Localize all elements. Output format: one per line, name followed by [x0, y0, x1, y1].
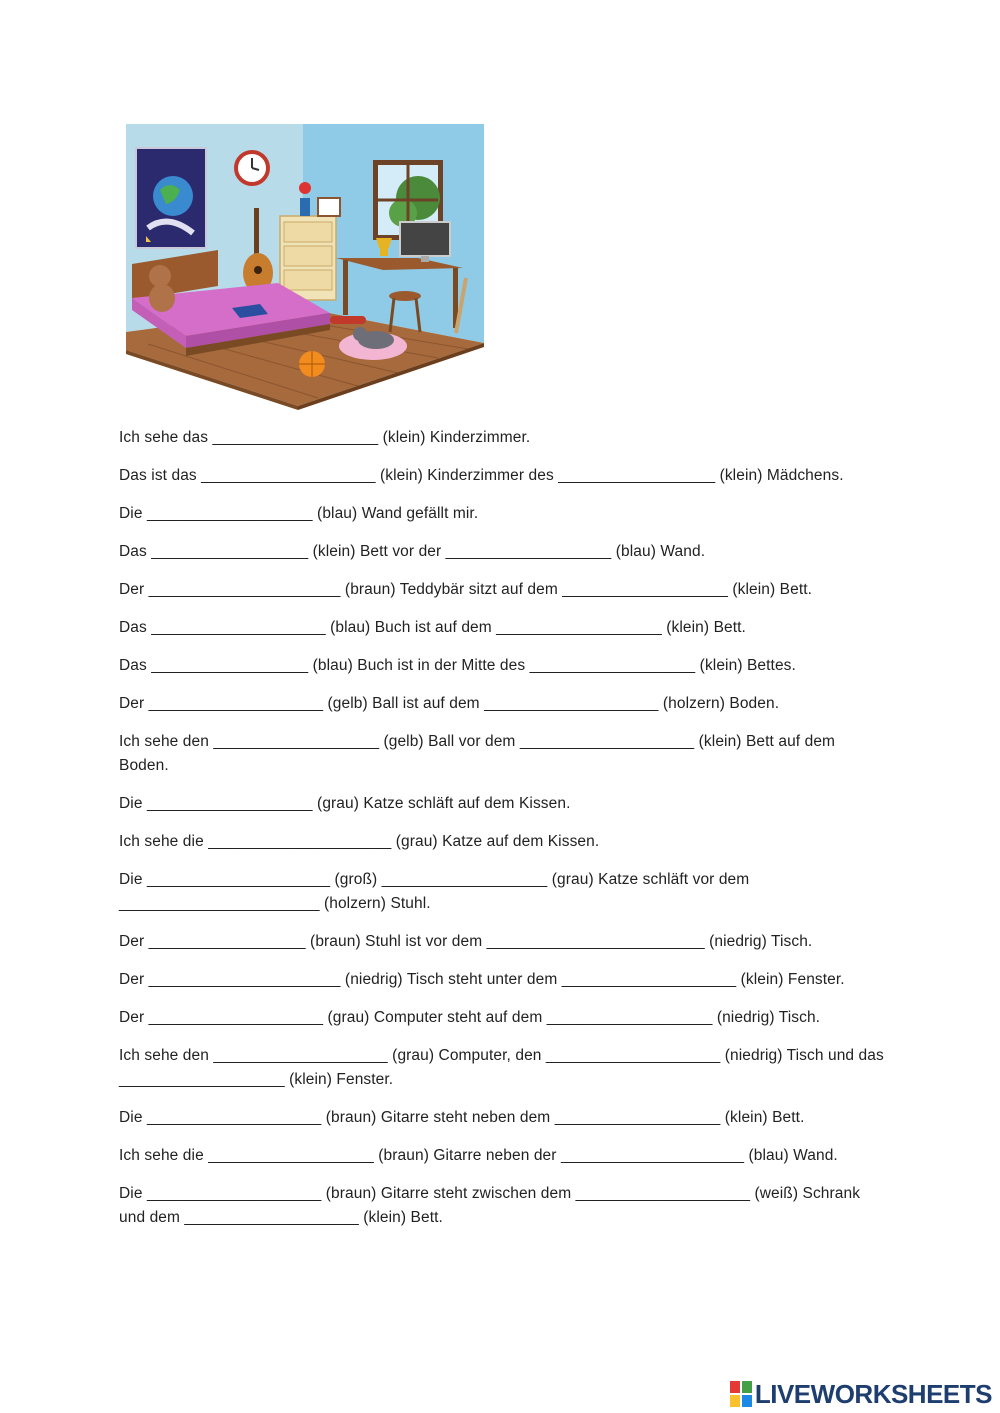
bedroom-illustration — [118, 118, 490, 410]
exercise-sentence: Die ____________________ (braun) Gitarre steht zwischen dem ____________________ (weiß) Schrank und dem ____________________ (klein) Bett. — [119, 1185, 861, 1226]
exercise-sentence: Das __________________ (klein) Bett vor der ___________________ (blau) Wand. — [119, 543, 706, 560]
exercise-sentence: Der ______________________ (niedrig) Tisch steht unter dem ____________________ (klein) Fenster. — [119, 971, 845, 988]
exercise-sentence: Ich sehe den ____________________ (grau) Computer, den ____________________ (niedrig) Tisch und das ___________________ (klein) Fenster. — [119, 1047, 884, 1088]
exercise-sentence: Der ____________________ (grau) Computer steht auf dem ___________________ (niedrig) Tisch. — [119, 1009, 821, 1026]
liveworksheets-logo-text: LIVEWORKSHEETS — [754, 1379, 992, 1409]
exercise-sentence: Ich sehe die ___________________ (braun) Gitarre neben der _____________________ (blau) Wand. — [119, 1147, 838, 1164]
exercise-sentence: Ich sehe das ___________________ (klein) Kinderzimmer. — [119, 429, 531, 446]
exercise-sentence: Das ist das ____________________ (klein) Kinderzimmer des __________________ (klein) Mädchens. — [119, 467, 844, 484]
liveworksheets-logo — [730, 1378, 992, 1410]
exercise-sentence: Der __________________ (braun) Stuhl ist vor dem _________________________ (niedrig) Tisch. — [119, 933, 813, 950]
exercise-sentence: Der ______________________ (braun) Teddybär sitzt auf dem ___________________ (klein) Bett. — [119, 581, 813, 598]
exercise-sentence: Ich sehe den ___________________ (gelb) Ball vor dem ____________________ (klein) Bett auf dem Boden. — [119, 733, 836, 774]
exercise-sentence: Das ____________________ (blau) Buch ist auf dem ___________________ (klein) Bett. — [119, 619, 746, 636]
exercise-sentence: Das __________________ (blau) Buch ist in der Mitte des ___________________ (klein) Bettes. — [119, 657, 796, 674]
exercise-sentence: Die _____________________ (groß) ___________________ (grau) Katze schläft vor dem _______________________ (holzern) Stuhl. — [119, 871, 750, 912]
exercise-sentence: Die ____________________ (braun) Gitarre steht neben dem ___________________ (klein) Bett. — [119, 1109, 805, 1126]
liveworksheets-logo-icon — [730, 1381, 752, 1407]
exercise-sentence: Die ___________________ (blau) Wand gefällt mir. — [119, 505, 479, 522]
exercise-sentence: Ich sehe die _____________________ (grau) Katze auf dem Kissen. — [119, 833, 600, 850]
exercise-sentences — [119, 426, 889, 1244]
exercise-sentence: Die ___________________ (grau) Katze schläft auf dem Kissen. — [119, 795, 571, 812]
exercise-sentence: Der ____________________ (gelb) Ball ist auf dem ____________________ (holzern) Boden. — [119, 695, 780, 712]
